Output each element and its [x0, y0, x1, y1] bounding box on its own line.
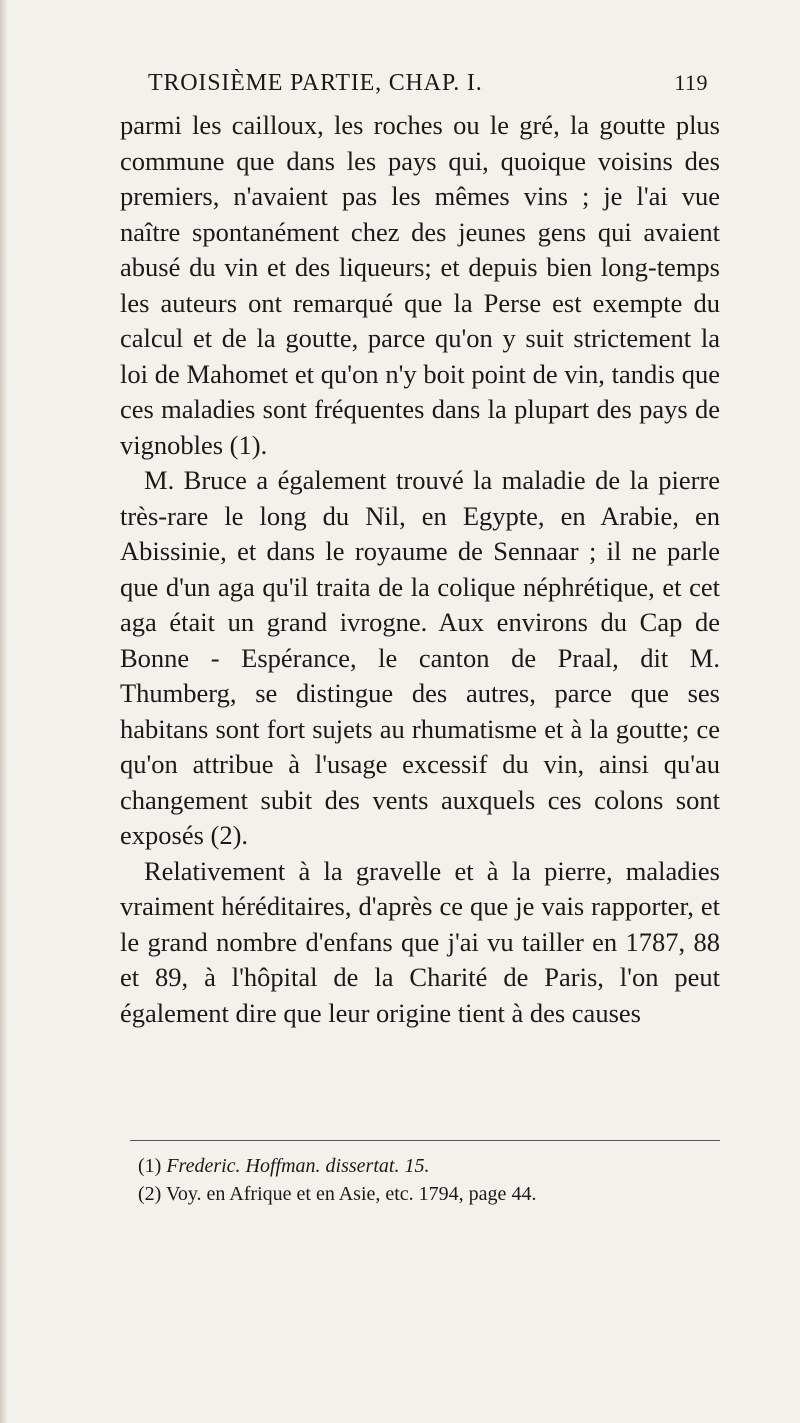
main-text	[120, 108, 720, 1031]
footnote-2-mark: (2)	[138, 1183, 162, 1205]
paragraph-2: M. Bruce a également trouvé la maladie de la pierre très-rare le long du Nil, en Egypte, en Arabie, en Abissinie, et dans le royaume de Sennaar ; il ne parle que d'un aga qu'il traita de la colique néphrétique, et cet aga était un grand ivrogne. Aux environs du Cap de Bonne - Espérance, le canton de Praal, dit M. Thumberg, se distingue des autres, parce que ses habitans sont fort sujets au rhumatisme et à la goutte; ce qu'on attribue à l'usage excessif du vin, ainsi qu'au changement subit des vents auxquels ces colons sont exposés (2).	[120, 465, 720, 850]
page-edge-shadow	[0, 0, 8, 1423]
footnote-1-mark: (1)	[138, 1155, 162, 1177]
footnote-1	[138, 1152, 718, 1180]
paragraph-1: parmi les cailloux, les roches ou le gré, la goutte plus commune que dans les pays qui, quoique voisins des premiers, n'avaient pas les mêmes vins ; je l'ai vue naître spontanément chez des jeunes gens qui avaient abusé du vin et des liqueurs; et depuis bien long-temps les auteurs ont remarqué que la Perse est exempte du calcul et de la goutte, parce qu'on y suit strictement la loi de Mahomet et qu'on n'y boit point de vin, tandis que ces maladies sont fréquentes dans la plupart des pays de vignobles (1).	[120, 110, 720, 460]
page-number: 119	[674, 70, 708, 95]
footnotes	[138, 1152, 718, 1208]
running-header	[148, 70, 708, 97]
footnote-1-text: Frederic. Hoffman. dissertat. 15.	[166, 1155, 430, 1177]
running-title: TROISIÈME PARTIE, CHAP. I.	[148, 70, 483, 96]
footnote-separator	[130, 1140, 720, 1141]
paragraph-3: Relativement à la gravelle et à la pierre, maladies vraiment héréditaires, d'après ce que je vais rapporter, et le grand nombre d'enfans que j'ai vu tailler en 1787, 88 et 89, à l'hôpital de la Charité de Paris, l'on peut également dire que leur origine tient à des causes	[120, 855, 720, 1028]
footnote-2-text: Voy. en Afrique et en Asie, etc. 1794, page 44.	[165, 1183, 537, 1205]
footnote-2	[138, 1180, 718, 1208]
